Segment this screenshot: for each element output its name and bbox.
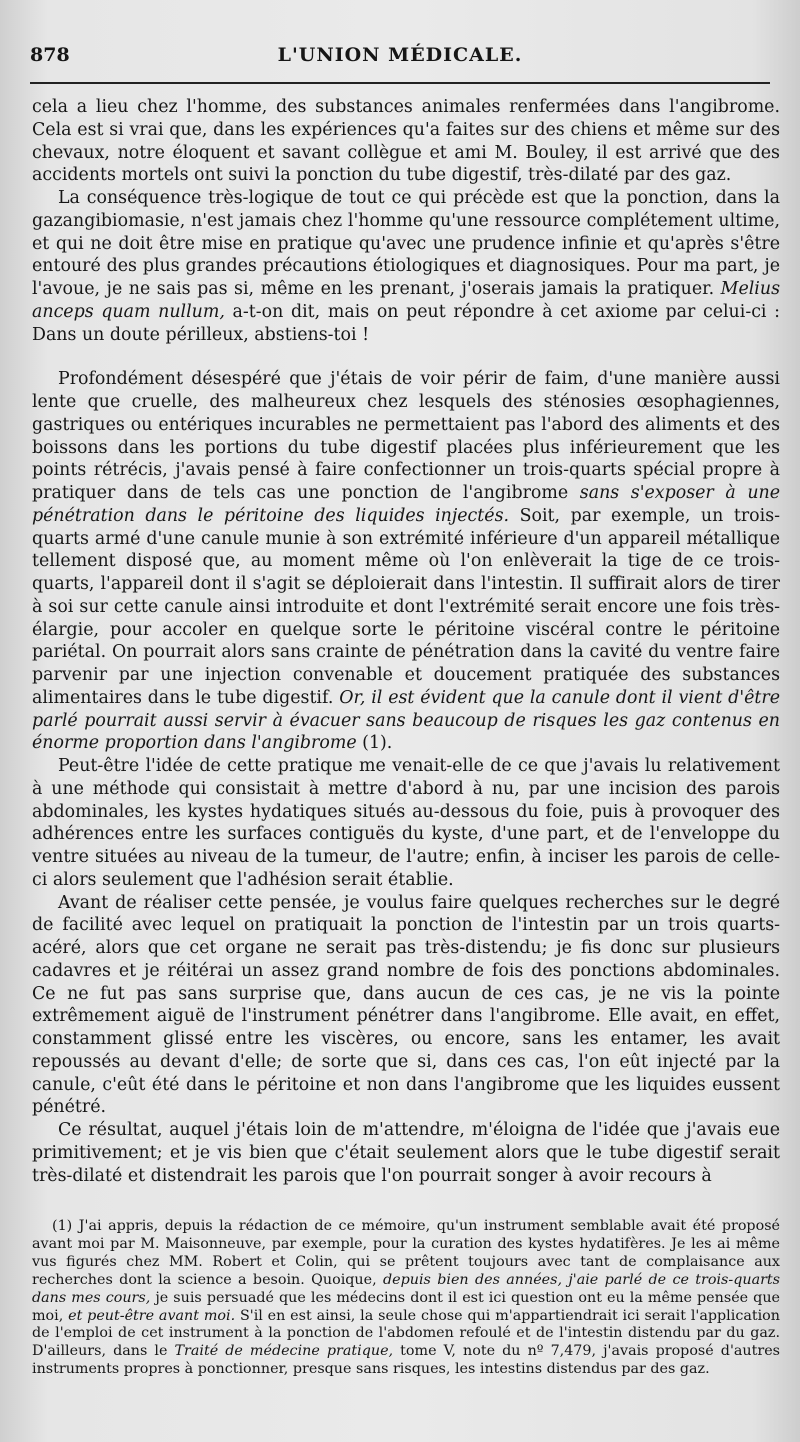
paragraph-3 <box>32 368 780 755</box>
p2-italic-quote: Melius anceps quam nullum, <box>32 279 780 322</box>
p3-text-c: Soit, par exemple, un trois-quarts armé d'une canule munie à son extrémité inférieure d'un appareil métallique tellement disposé que, au moment même où l'on enlèverait la tige de ce trois-quarts, l'appareil dont il s'agit se déploierait dans l'intestin. Il suffirait alors de tirer à soi sur cette canule ainsi introduite et dont l'extrémité serait encore une fois très-élargie, pour accoler en quelque sorte le péritoine viscéral contre le péritoine pariétal. On pourrait alors sans crainte de pénétration dans la cavité du ventre faire parvenir par une injection convenable et doucement pratiquée des substances alimentaires dans le tube digestif. <box>32 505 780 708</box>
p2-text-c: a-t-on dit, mais on peut répondre à cet axiome par celui-ci : Dans un doute périlleux, abstiens-toi ! <box>32 301 781 345</box>
fn-italic-f: Traité de médecine pratique, <box>174 1343 394 1360</box>
main-text <box>32 96 780 1187</box>
running-header <box>30 44 770 74</box>
paragraph-6 <box>32 1119 780 1187</box>
fn-text-a: (1) J'ai appris, depuis la rédaction de ce mémoire, qu'un instrument semblable avait été proposé avant moi par M. Maisonneuve, par exemple, pour la curation des kystes hydatifères. Je les ai même vus figurés chez MM. Robert et Colin, qui se prêtent toujours avec tant de complaisance aux recherches dont la science a besoin. Quoique, <box>32 1218 780 1288</box>
footnote-1 <box>32 1218 780 1379</box>
p4-text: Peut-être l'idée de cette pratique me venait-elle de ce que j'avais lu relativement à une méthode qui consistait à mettre d'abord à nu, par une incision des parois abdominales, les kystes hydatiques situés au-dessous du foie, puis à provoquer des adhérences entre les surfaces contiguës du kyste, d'une part, et de l'enveloppe du ventre situées au niveau de la tumeur, de l'autre; enfin, à inciser les parois de celle-ci alors seulement que l'adhésion serait établie. <box>32 756 780 890</box>
fn-text-c: je suis persuadé que les médecins dont il est ici question ont eu la même pensée que moi, <box>32 1289 781 1324</box>
paragraph-5 <box>32 892 780 1120</box>
paragraph-1 <box>32 96 780 187</box>
footnote-block <box>32 1218 780 1379</box>
p1-text: cela a lieu chez l'homme, des substances animales renfermées dans l'angibrome. Cela est si vrai que, dans les expériences qu'a faites sur des chiens et même sur des chevaux, notre éloquent et savant collègue et ami M. Bouley, il est arrivé que des accidents mortels ont suivi la ponction du tube digestif, très-dilaté par des gaz. <box>32 97 780 186</box>
p2-text-a: La conséquence très-logique de tout ce qui précède est que la ponction, dans la gazangibiomasie, n'est jamais chez l'homme qu'une ressource complétement ultime, et qui ne doit être mise en pratique qu'avec une prudence infinie et qu'après s'être entouré des plus grandes précautions étiologiques et diagnosiques. Pour ma part, je l'avoue, je ne sais pas si, même en les prenant, j'oserais jamais la pratiquer. <box>32 188 780 299</box>
journal-title: L'UNION MÉDICALE. <box>277 44 523 66</box>
page-number: 878 <box>30 44 70 66</box>
paragraph-4 <box>32 755 780 892</box>
paragraph-2 <box>32 187 780 346</box>
p5-text: Avant de réaliser cette pensée, je voulus faire quelques recherches sur le degré de facilité avec lequel on pratiquait la ponction de l'intestin par un trois quarts-acéré, alors que cet organe ne serait pas très-distendu; je fis donc sur plusieurs cadavres et je réitérai un assez grand nombre de fois des ponctions abdominales. Ce ne fut pas sans surprise que, dans aucun de ces cas, je ne vis la pointe extrêmement aiguë de l'instrument pénétrer dans l'angibrome. Elle avait, en effet, constamment glissé entre les viscères, ou encore, sans les entamer, les avait repoussés au devant d'elle; de sorte que si, dans ces cas, l'on eût injecté par la canule, c'eût été dans le péritoine et non dans l'angibrome que les liquides eussent pénétré. <box>32 892 780 1118</box>
fn-italic-b: depuis bien des années, j'aie parlé de ce trois-quarts dans mes cours, <box>32 1271 781 1306</box>
fn-italic-d: et peut-être avant moi. <box>68 1307 236 1324</box>
p3-italic-d: Or, il est évident que la canule dont il vient d'être parlé pourrait aussi servir à évacuer sans beaucoup de risques les gaz contenus en énorme proportion dans l'angibrome <box>32 687 780 754</box>
p3-footnote-ref: (1). <box>362 733 393 754</box>
fn-text-e: S'il en est ainsi, la seule chose qui m'appartiendrait ici serait l'application de l'emploi de cet instrument à la ponction de l'abdomen refoulé et de l'intestin distendu par du gaz. D'ailleurs, dans le <box>32 1307 780 1360</box>
p3-italic-b: sans s'exposer à une pénétration dans le péritoine des liquides injectés. <box>32 483 781 526</box>
p6-text: Ce résultat, auquel j'étais loin de m'attendre, m'éloigna de l'idée que j'avais eue primitivement; et je vis bien que c'était seulement alors que le tube digestif serait très-dilaté et distendrait les parois que l'on pourrait songer à avoir recours à <box>32 1120 780 1186</box>
fn-text-g: tome V, note du nº 7,479, j'avais proposé d'autres instruments propres à ponctionner, presque sans risques, les intestins distendus par des gaz. <box>32 1343 780 1378</box>
p3-text-a: Profondément désespéré que j'étais de voir périr de faim, d'une manière aussi lente que cruelle, des malheureux chez lesquels des sténosies œsophagiennes, gastriques ou entériques incurables ne permettaient pas l'abord des aliments et des boissons dans les portions du tube digestif placées plus inférieurement que les points rétrécis, j'avais pensé à faire confectionner un trois-quarts spécial propre à pratiquer dans de tels cas une ponction de l'angibrome <box>32 369 780 503</box>
header-rule <box>30 82 770 84</box>
